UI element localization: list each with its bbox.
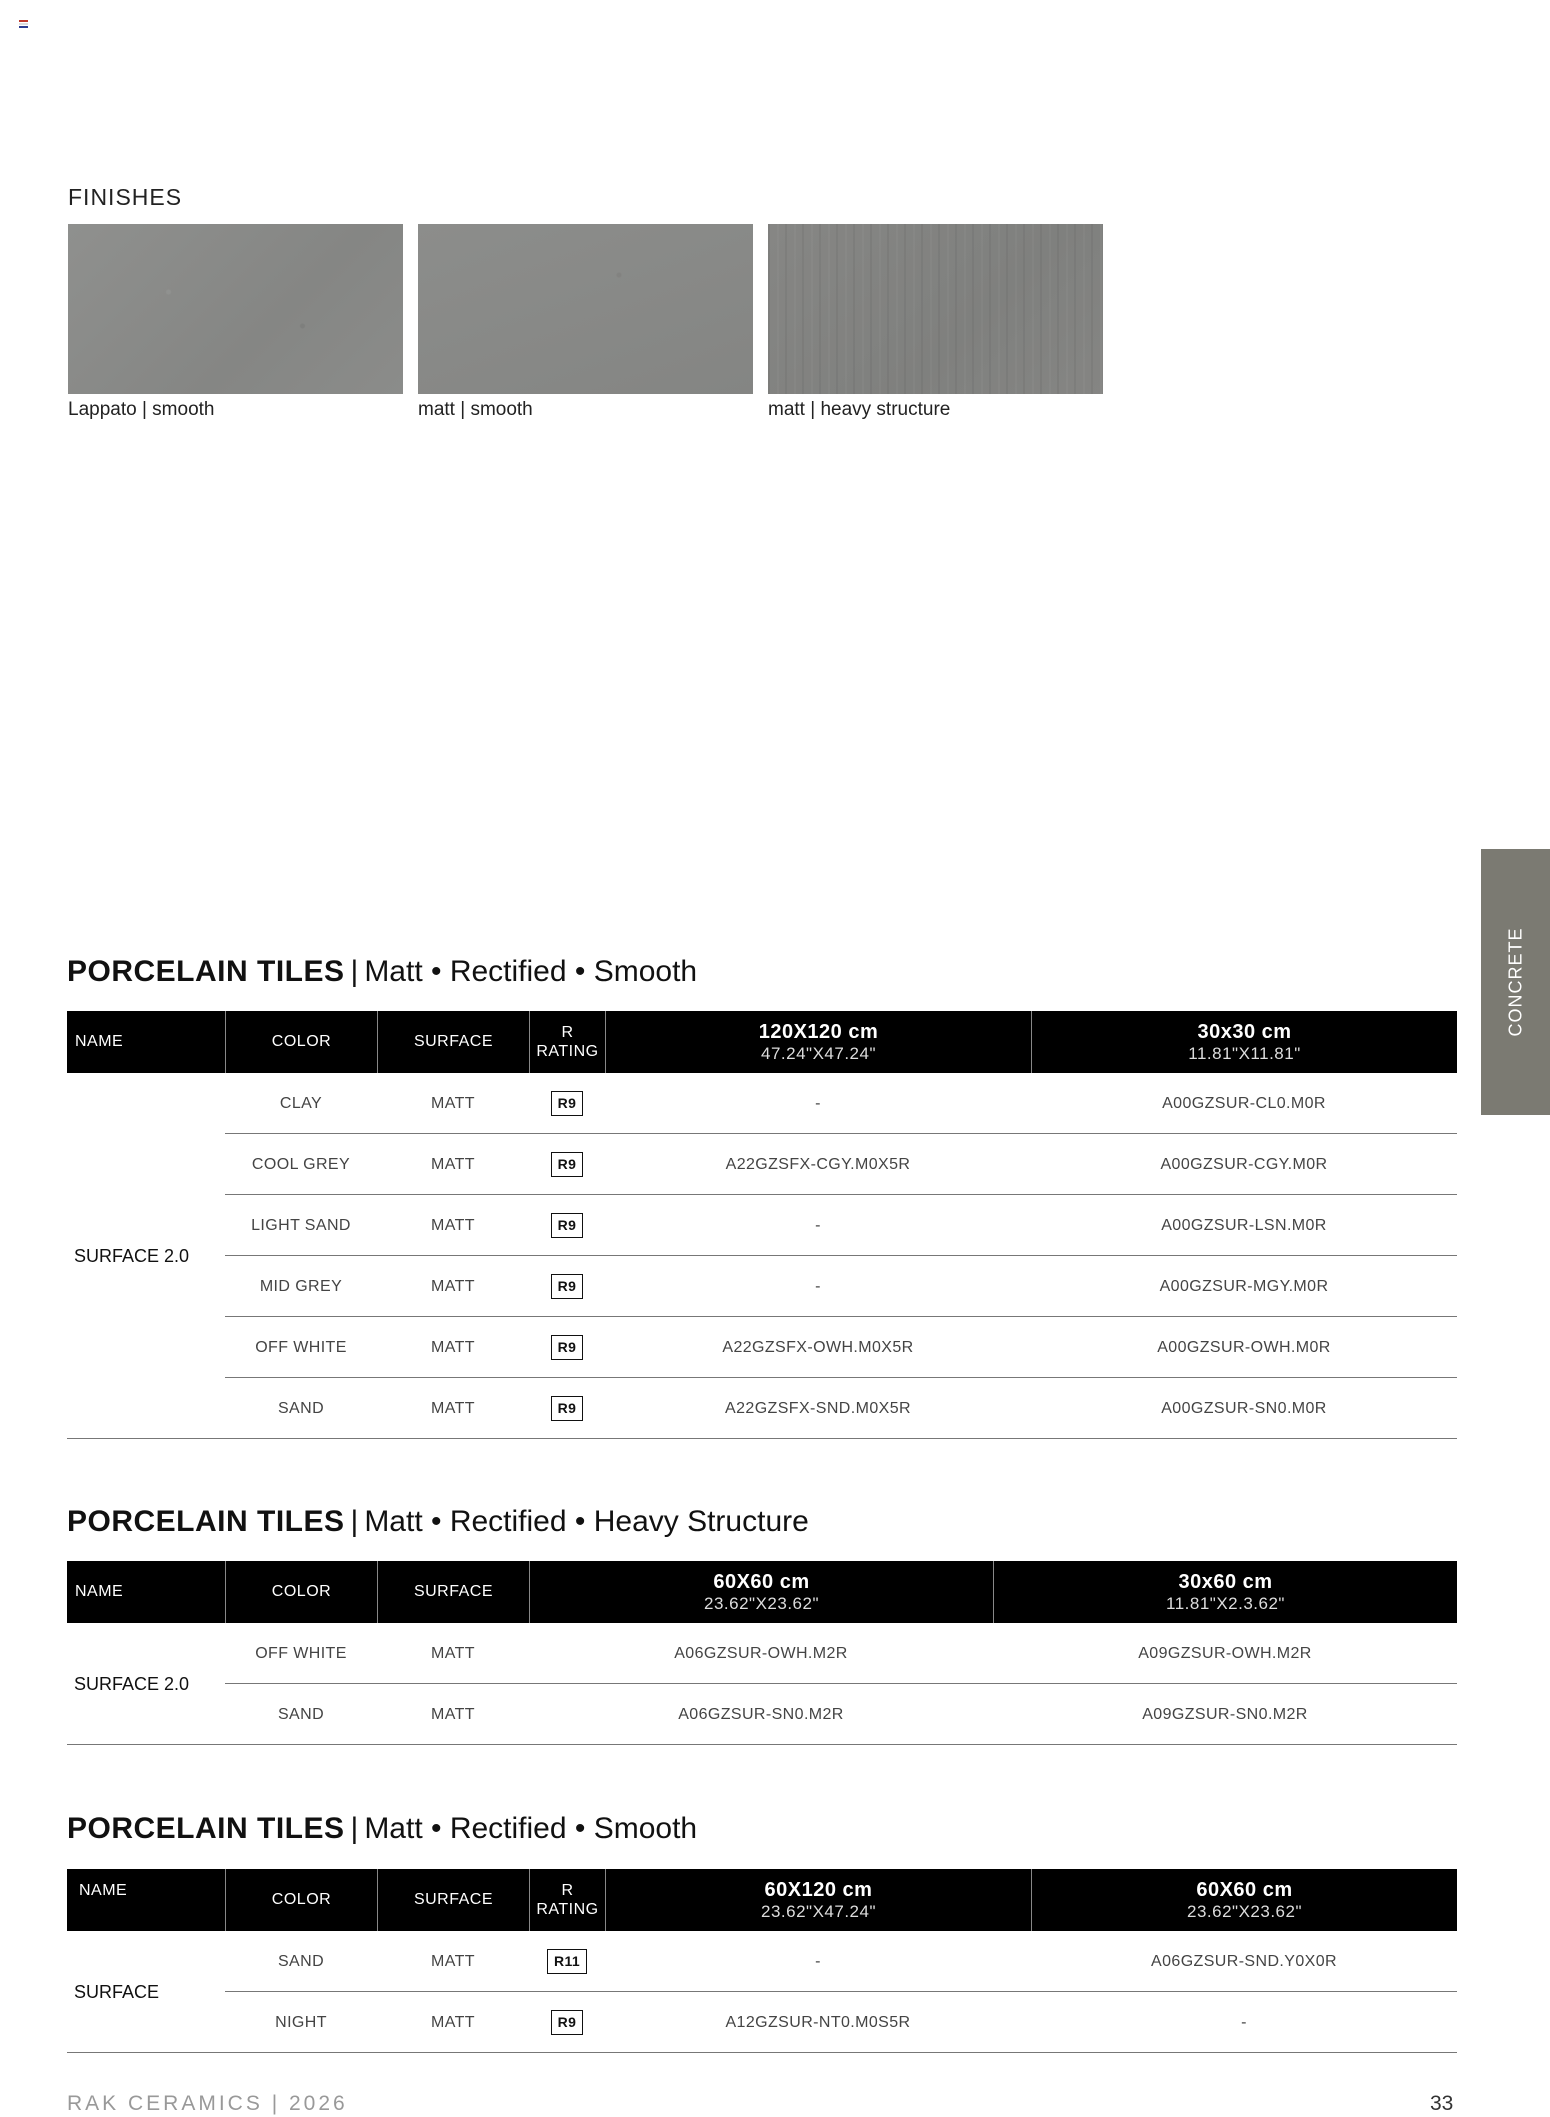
cell-color: SAND <box>277 1705 325 1723</box>
section-title-bold: PORCELAIN TILES <box>67 955 345 988</box>
cell-code-2: A09GZSUR-SN0.M2R <box>1142 1705 1308 1723</box>
rating-badge: R9 <box>551 1335 584 1360</box>
th-rating-label: RATING <box>536 1043 599 1060</box>
th-surface: SURFACE <box>377 1011 529 1073</box>
table-row <box>225 1195 1457 1256</box>
th-size-sub: 11.81"X2.3.62" <box>1166 1593 1285 1613</box>
finish-swatch-matt-smooth <box>418 224 753 394</box>
cell-color: NIGHT <box>275 2013 327 2031</box>
th-color: COLOR <box>225 1869 377 1931</box>
section-title-bold: PORCELAIN TILES <box>67 1812 345 1845</box>
section-title-rest: Matt • Rectified • Smooth <box>364 955 698 988</box>
cell-code-2: - <box>1241 2013 1247 2031</box>
table-row <box>225 1623 1457 1684</box>
table-body <box>67 1623 1457 1745</box>
rating-badge: R9 <box>551 1152 584 1177</box>
cell-code-2: A00GZSUR-LSN.M0R <box>1161 1216 1327 1234</box>
rating-badge: R9 <box>551 1213 584 1238</box>
th-name: NAME <box>79 1882 128 1899</box>
table-row <box>225 1378 1457 1439</box>
table-row <box>225 1931 1457 1992</box>
th-size-2 <box>1031 1011 1457 1073</box>
table-bottom-line <box>67 2052 1457 2053</box>
table-row <box>225 1256 1457 1317</box>
cell-surface: MATT <box>431 1644 475 1662</box>
th-size-main: 30x60 cm <box>1178 1570 1273 1593</box>
th-size-sub: 47.24"X47.24" <box>761 1043 876 1063</box>
th-size-2 <box>993 1561 1457 1623</box>
th-size-main: 60X60 cm <box>1196 1878 1293 1901</box>
cell-rating <box>529 1931 605 1992</box>
th-size-main: 60X60 cm <box>713 1570 810 1593</box>
cell-code-1: - <box>815 1216 821 1234</box>
product-table-3 <box>67 1869 1457 2053</box>
cell-code-2: A00GZSUR-CL0.M0R <box>1162 1094 1326 1112</box>
table-body <box>67 1073 1457 1439</box>
cell-surface: MATT <box>431 1399 475 1417</box>
cell-surface: MATT <box>431 1705 475 1723</box>
flag-icon <box>19 20 28 28</box>
cell-surface: MATT <box>431 1155 475 1173</box>
product-table-2 <box>67 1561 1457 1745</box>
th-size-main: 60X120 cm <box>764 1878 873 1901</box>
th-size-1 <box>605 1011 1031 1073</box>
product-table-1 <box>67 1011 1457 1439</box>
th-size-sub: 23.62"X47.24" <box>761 1901 876 1921</box>
th-color: COLOR <box>225 1561 377 1623</box>
cell-code-1: A06GZSUR-SN0.M2R <box>678 1705 844 1723</box>
cell-surface: MATT <box>431 2013 475 2031</box>
cell-code-1: A22GZSFX-CGY.M0X5R <box>725 1155 911 1173</box>
rating-badge: R9 <box>551 1396 584 1421</box>
side-tab-concrete <box>1481 849 1550 1115</box>
rating-badge: R9 <box>551 1274 584 1299</box>
section-title <box>67 1505 809 1539</box>
table-bottom-line <box>67 1744 1457 1745</box>
th-size-sub: 11.81"X11.81" <box>1188 1043 1301 1063</box>
th-name: NAME <box>75 1033 124 1051</box>
th-size-1 <box>605 1869 1031 1931</box>
th-size-main: 30x30 cm <box>1197 1020 1292 1043</box>
page-number: 33 <box>1430 2092 1454 2115</box>
cell-surface: MATT <box>431 1277 475 1295</box>
section-title-bold: PORCELAIN TILES <box>67 1505 345 1538</box>
cell-code-2: A00GZSUR-SN0.M0R <box>1161 1399 1327 1417</box>
cell-color: SAND <box>277 1952 325 1970</box>
cell-surface: MATT <box>431 1094 475 1112</box>
series-name: SURFACE 2.0 <box>74 1673 190 1694</box>
cell-surface: MATT <box>431 1338 475 1356</box>
section-title-sep: | <box>350 955 359 988</box>
cell-code-1: A22GZSFX-OWH.M0X5R <box>722 1338 914 1356</box>
th-surface: SURFACE <box>377 1869 529 1931</box>
series-name: SURFACE 2.0 <box>74 1245 190 1266</box>
cell-surface: MATT <box>431 1952 475 1970</box>
table-body <box>67 1931 1457 2053</box>
cell-color: OFF WHITE <box>255 1644 347 1662</box>
table-row <box>225 1073 1457 1134</box>
th-size-sub: 23.62"X23.62" <box>1187 1901 1302 1921</box>
th-size-2 <box>1031 1869 1457 1931</box>
section-title <box>67 955 697 989</box>
finish-caption: matt | smooth <box>418 399 533 420</box>
th-r-label: R <box>561 1881 574 1899</box>
rating-badge: R9 <box>551 2010 584 2035</box>
table-row <box>225 1992 1457 2053</box>
footer-brand: RAK CERAMICS | 2026 <box>67 2092 348 2115</box>
table-header <box>67 1011 1457 1073</box>
cell-rating <box>529 1992 605 2053</box>
finish-caption: Lappato | smooth <box>68 399 215 420</box>
section-title-rest: Matt • Rectified • Smooth <box>364 1812 698 1845</box>
finish-swatch-matt-heavy <box>768 224 1103 394</box>
section-title-sep: | <box>350 1812 359 1845</box>
finish-swatch-lappato <box>68 224 403 394</box>
section-title-sep: | <box>350 1505 359 1538</box>
cell-rating <box>529 1256 605 1317</box>
cell-code-1: A12GZSUR-NT0.M0S5R <box>725 2013 911 2031</box>
series-name: SURFACE <box>74 1981 160 2002</box>
rating-badge: R11 <box>547 1949 587 1974</box>
cell-code-2: A00GZSUR-CGY.M0R <box>1160 1155 1328 1173</box>
table-header <box>67 1561 1457 1623</box>
cell-code-2: A00GZSUR-MGY.M0R <box>1159 1277 1329 1295</box>
cell-color: CLAY <box>279 1094 323 1112</box>
cell-code-1: - <box>815 1277 821 1295</box>
th-name: NAME <box>75 1583 124 1601</box>
th-size-1 <box>529 1561 993 1623</box>
cell-rating <box>529 1195 605 1256</box>
cell-color: MID GREY <box>259 1277 343 1295</box>
th-rating-label: RATING <box>536 1901 599 1918</box>
cell-rating <box>529 1317 605 1378</box>
cell-code-1: A06GZSUR-OWH.M2R <box>674 1644 848 1662</box>
table-row <box>225 1684 1457 1745</box>
th-color: COLOR <box>225 1011 377 1073</box>
cell-code-1: - <box>815 1094 821 1112</box>
th-size-main: 120X120 cm <box>758 1020 879 1043</box>
rating-badge: R9 <box>551 1091 584 1116</box>
cell-rating <box>529 1134 605 1195</box>
cell-code-2: A00GZSUR-OWH.M0R <box>1157 1338 1331 1356</box>
th-surface: SURFACE <box>377 1561 529 1623</box>
cell-color: OFF WHITE <box>255 1338 347 1356</box>
th-size-sub: 23.62"X23.62" <box>704 1593 819 1613</box>
table-row <box>225 1134 1457 1195</box>
section-title-rest: Matt • Rectified • Heavy Structure <box>364 1505 809 1538</box>
th-r-rating <box>529 1011 605 1073</box>
cell-code-2: A09GZSUR-OWH.M2R <box>1138 1644 1312 1662</box>
cell-color: COOL GREY <box>251 1155 351 1173</box>
cell-code-1: - <box>815 1952 821 1970</box>
cell-code-2: A06GZSUR-SND.Y0X0R <box>1151 1952 1337 1970</box>
cell-rating <box>529 1378 605 1439</box>
th-r-rating <box>529 1869 605 1931</box>
finishes-title: FINISHES <box>68 184 183 210</box>
side-tab-label: CONCRETE <box>1505 927 1525 1037</box>
table-bottom-line <box>67 1438 1457 1439</box>
table-header <box>67 1869 1457 1931</box>
cell-color: SAND <box>277 1399 325 1417</box>
cell-color: LIGHT SAND <box>251 1216 351 1234</box>
finish-caption: matt | heavy structure <box>768 399 951 420</box>
th-r-label: R <box>561 1023 574 1041</box>
section-title <box>67 1812 697 1846</box>
cell-surface: MATT <box>431 1216 475 1234</box>
cell-rating <box>529 1073 605 1134</box>
table-row <box>225 1317 1457 1378</box>
cell-code-1: A22GZSFX-SND.M0X5R <box>725 1399 911 1417</box>
